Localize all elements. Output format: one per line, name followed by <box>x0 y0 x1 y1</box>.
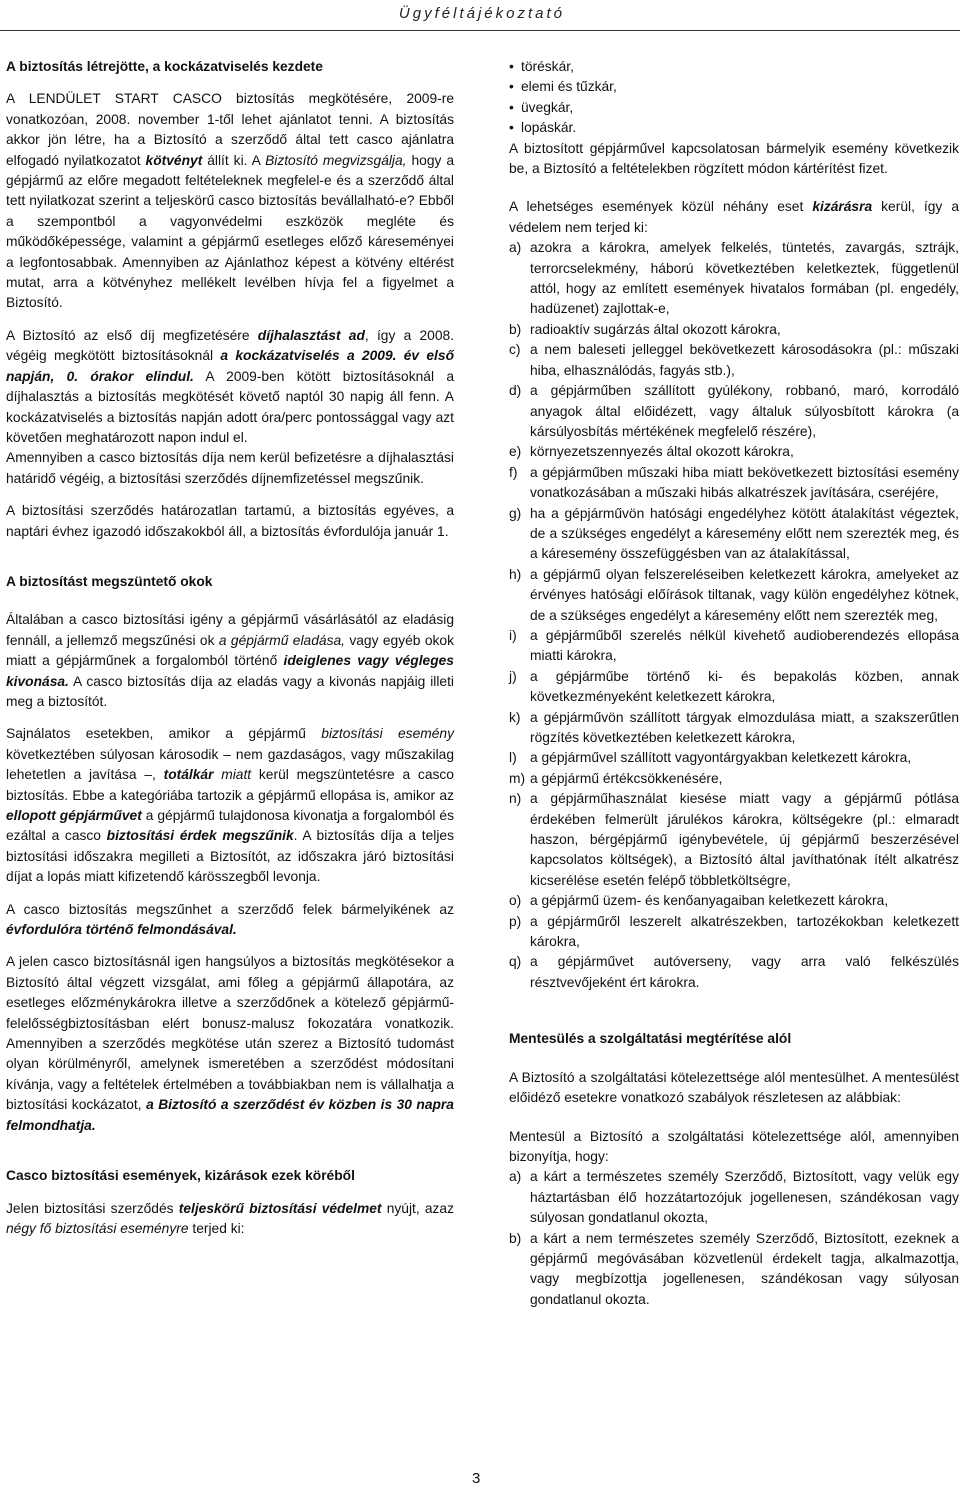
left-column <box>6 57 454 1239</box>
paragraph-termination-2: Sajnálatos esetekben, amikor a gépjármű biztosítási esemény következtében súlyosan károsodik – nem gazdaságos, vagy műszakilag lehetetlen a javítása –, totálkár miatt kerül megszüntetésre a casco biztosítás. Ebbe a kategóriába tartozik a gépjármű ellopása is, amikor az ellopott gépjárművet a gépjármű tulajdonosa kivonatja a forgalomból és ezáltal a casco biztosítási érdek megszűnik. A biztosítás díja a teljes biztosítási időszakra megilleti a Biztosítót, az időszakra járó biztosítási díjat a lopás miatt kifizetendő kárösszegből levonja. <box>6 726 455 885</box>
list-item: a) a kárt a természetes személy Szerződő, Biztosított, vagy velük egy háztartásban élő hozzátartozójuk jogellenesen, szándékosan vagy súlyosan gondatlanul okozta, <box>509 1169 959 1226</box>
list-item: p) a gépjárműről leszerelt alkatrészekben, tartozékokban keletkezett károkra, <box>509 913 959 950</box>
paragraph-exemption-1: A Biztosító a szolgáltatási kötelezettsége alól mentesülhet. A mentesülést előidéző esetekre vonatkozó szabályok részletesen az alábbiak: <box>509 1069 959 1106</box>
list-item: g) ha a gépjárművön hatósági engedélyhez kötött átalakítást végeztek, de a szükséges engedélyt a káresemény előtt nem szerezték meg, és a káresemény összefüggésben van az átalakítással, <box>509 505 959 562</box>
list-item: l) a gépjárművel szállított vagyontárgyakban keletkezett károkra, <box>509 750 912 766</box>
paragraph-start-3: Amennyiben a casco biztosítás díja nem kerül befizetésre a díjhalasztási határidő végéig, a biztosítási szerződés díjnemfizetéssel megszűnik. <box>6 450 454 486</box>
paragraph-exclusions-intro: A lehetséges események közül néhány eset kizárásra kerül, így a védelem nem terjed ki: <box>509 199 959 235</box>
section-heading-events: Casco biztosítási események, kizárások ezek köréből <box>6 1168 355 1184</box>
section-heading-start: A biztosítás létrejötte, a kockázatviselés kezdete <box>6 59 323 74</box>
list-item: f) a gépjárműben műszaki hiba miatt bekövetkezett biztosítási esemény vonatkozásában a műszaki hibás alkatrészek javítására, cseréjére, <box>509 464 959 501</box>
right-column <box>509 57 959 1310</box>
bullet-item: • töréskár, <box>509 57 959 77</box>
list-item: b) radioaktív sugárzás által okozott károkra, <box>509 321 781 337</box>
paragraph-events-2: A biztosított gépjárművel kapcsolatosan bármelyik esemény következik be, a Biztosító a feltételekben rögzített módon kártérítést fizet. <box>509 140 959 177</box>
paragraph-start-2: A Biztosító az első díj megfizetésére díjhalasztást ad, így a 2008. végéig megkötött biztosításoknál a kockázatviselés a 2009. év első napján, 0. órakor elindul. A 2009-ben kötött biztosításoknál a díjhalasztás a biztosítás megkötését követő naptól 30 napig áll fenn. A kockázatviselés a biztosítás napján adott óra/perc pontossággal vagy azt követően meghatározott napon indul el. <box>6 327 454 445</box>
section-heading-termination: A biztosítást megszüntető okok <box>6 573 213 589</box>
paragraph-termination-4: A jelen casco biztosításnál igen hangsúlyos a biztosítás megkötésekor a Biztosító által végzett vizsgálat, ami főleg a gépjármű állapotára, az esetleges előzménykárokra illetve a szerződőnek a kötelező gépjármű-felelősségbiztosításban elért bonusz-malusz fokozatára vonatkozik. Amennyiben a szerződés megkötése után szerez a Biztosító tudomást olyan körülményről, amelynek ismeretében a szerződést módosítani kívánja, vagy a feltételek értelmében a továbbiakban nem is vállalhatja a biztosítási kockázatot, a Biztosító a szerződést év közben is 30 napra felmondhatja. <box>6 954 454 1133</box>
event-bullet-list <box>509 57 959 139</box>
paragraph-termination-3: A casco biztosítás megszűnhet a szerződő felek bármelyikének az évfordulóra történő felmondásával. <box>6 901 454 938</box>
list-item: d) a gépjárműben szállított gyúlékony, robbanó, maró, korrodáló anyagok által előidézett, vagy általuk súlyosbított károkra (a kársúlyosbítás mértékének megfelelő részére), <box>509 383 959 439</box>
bullet-item: • lopáskár. <box>509 118 959 138</box>
list-item: n) a gépjárműhasználat kiesése miatt vagy a gépjármű pótlása érdekében felmerült járulékos károkra, költségekre (pl.: elmaradt haszon, bérgépjármű igénybevétele, új gépjármű beszerzésével kapcsolatos költségek), a Biztosító által javíthatónak ítélt alkatrész kicserélése esetén felépő többletköltségre, <box>509 791 959 888</box>
paragraph-events-1: Jelen biztosítási szerződés teljeskörű biztosítási védelmet nyújt, azaz négy fő biztosítási eseményre terjed ki: <box>6 1200 454 1236</box>
list-item: o) a gépjármű üzem- és kenőanyagaiban keletkezett károkra, <box>509 893 889 909</box>
list-item: h) a gépjármű olyan felszereléseiben keletkezett károkra, amelyeket az érvényes hatósági előírások tiltanak, vagy külön engedélyhez kötnek, de a szükséges engedélyt a káresemény előtt nem szerezték meg, <box>509 566 959 623</box>
paragraph-exemption-2: Mentesül a Biztosító a szolgáltatási kötelezettsége alól, amennyiben bizonyítja, hogy: <box>509 1128 959 1164</box>
paragraph-start-1: A LENDÜLET START CASCO biztosítás megkötésére, 2009-re vonatkozóan, 2008. november 1-től lehet ajánlatot tenni. A biztosítás akkor jön létre, ha a Biztosító a szerződő által tett casco ajánlatra elfogadó nyilatkozatot kötvényt állít ki. A Biztosító megvizsgálja, hogy a gépjármű az előre megadott feltételeknek megfelel-e és a szerződő által tett nyilatkozat szerint a teljeskörű casco biztosítás bevállalható-e? Ebből a szempontból a vagyonvédelmi eszközök megléte és működőképessége, valamint a gépjármű esetleges előző káreseményei a legfontosabbak. Amennyiben az Ajánlathoz képest a kötvény eltérést mutat, arra a kötvényhez mellékelt levélben hívja fel a figyelmet a Biztosító. <box>6 91 455 311</box>
section-heading-exemption: Mentesülés a szolgáltatási megtérítése alól <box>509 1031 792 1047</box>
page-header <box>0 0 960 34</box>
paragraph-start-4: A biztosítási szerződés határozatlan tartamú, a biztosítás egyéves, a naptári évhez igazodó időszakokból áll, a biztosítás évfordulója január 1. <box>6 503 454 539</box>
exclusion-list <box>509 238 959 993</box>
list-item: j) a gépjárműbe történő ki- és bepakolás közben, annak következményeként keletkezett károkra, <box>509 668 959 705</box>
exemption-list <box>509 1167 959 1310</box>
list-item: q) a gépjárművet autóverseny, vagy arra való felkészülés résztvevőjeként ért károkra. <box>509 954 959 990</box>
list-item: m) a gépjármű értékcsökkenésére, <box>509 770 723 786</box>
page-number: 3 <box>472 1470 481 1487</box>
header-rule <box>0 30 960 31</box>
list-item: e) környezetszennyezés által okozott károkra, <box>509 444 794 460</box>
list-item: b) a kárt a nem természetes személy Szerződő, Biztosított, ezeknek a gépjármű megóvásában közvetlenül érdekelt tagja, alkalmazottja, vagy megbízottja jogellenesen, szándékosan vagy súlyosan gondatlanul okozta. <box>509 1230 959 1307</box>
bullet-item: • üvegkár, <box>509 98 959 118</box>
bullet-item: • elemi és tűzkár, <box>509 77 959 97</box>
list-item: k) a gépjárművön szállított tárgyak elmozdulása miatt, a szakszerűtlen rögzítés következtében keletkezett károkra, <box>509 709 959 745</box>
list-item: a) azokra a károkra, amelyek felkelés, tüntetés, zavargás, sztrájk, terrorcselekmény, háború következtében keletkeztek, függetlenül attól, hogy az említett események hivatalos formában (pl. engedély, hadüzenet) zajlottak-e, <box>509 240 959 317</box>
paragraph-termination-1: Általában a casco biztosítási igény a gépjármű vásárlásától az eladásig fennáll, a jellemző megszűnési ok a gépjármű eladása, vagy egyéb okok miatt a gépjárműnek a forgalomból történő ideiglenes vagy végleges kivonása. A casco biztosítás díja az eladás vagy a kivonás napjáig illeti meg a biztosítót. <box>6 612 454 709</box>
list-item: i) a gépjárműből szerelés nélkül kivehető audioberendezés ellopása miatti károkra, <box>509 627 959 664</box>
header-title: Ügyféltájékoztató <box>398 5 565 22</box>
list-item: c) a nem baleseti jelleggel bekövetkezett károsodásokra (pl.: műszaki hiba, elhasználódás, fagyás stb.), <box>509 342 959 378</box>
